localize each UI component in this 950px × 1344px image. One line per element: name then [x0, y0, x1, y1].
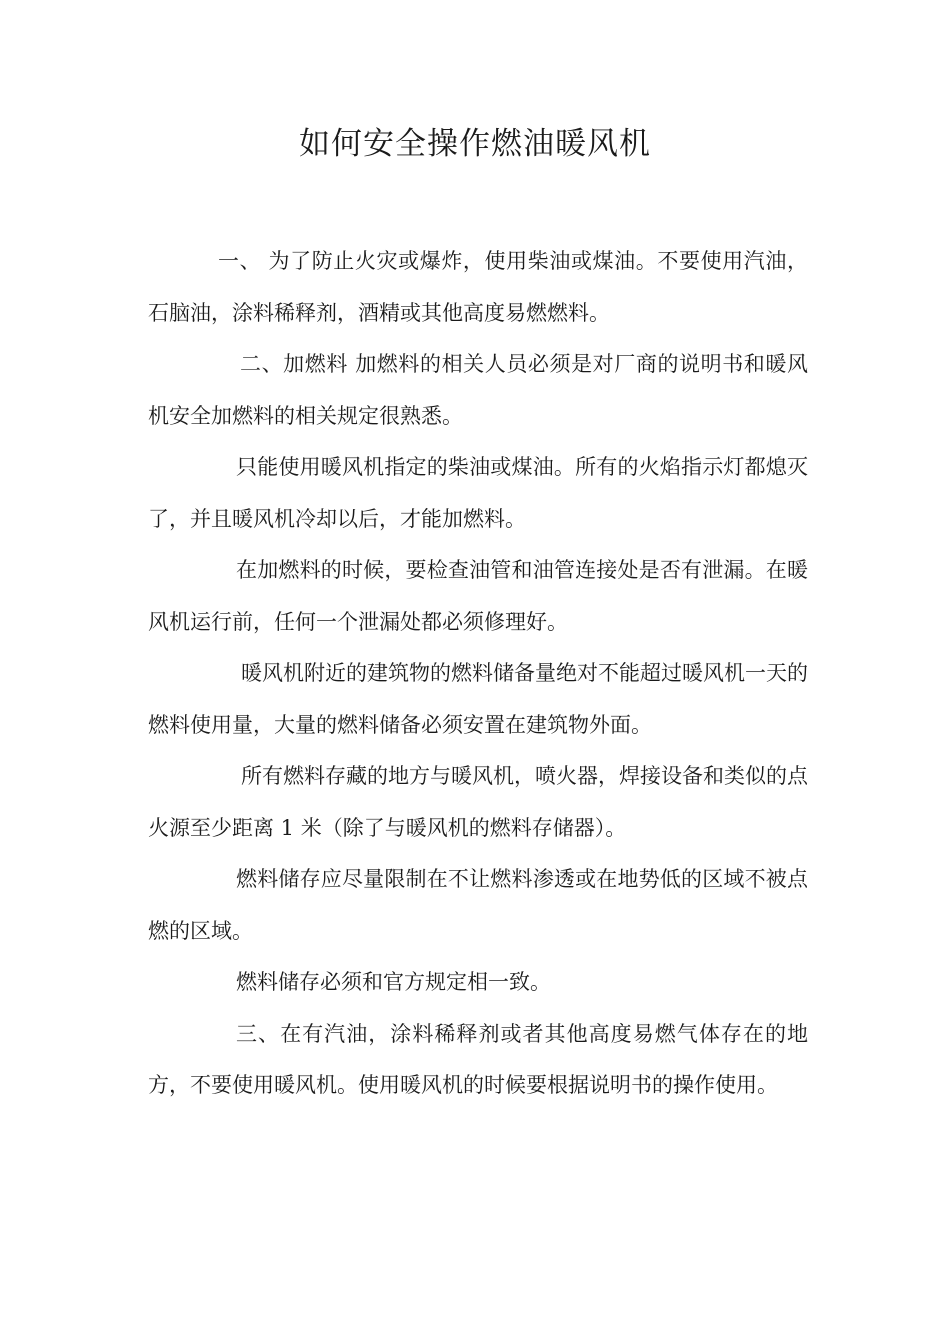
paragraph-official-rules: 燃料储存必须和官方规定相一致。: [236, 970, 551, 994]
document-body: [148, 236, 808, 1112]
paragraph-storage-area: 燃料储存应尽量限制在不让燃料渗透或在地势低的区域不被点燃的区域。: [148, 867, 808, 943]
paragraph-leak-check: 在加燃料的时候，要检查油管和油管连接处是否有泄漏。在暖风机运行前，任何一个泄漏处都必须修理好。: [148, 558, 808, 634]
paragraph-refueling-conditions: 只能使用暖风机指定的柴油或煤油。所有的火焰指示灯都熄灭了，并且暖风机冷却以后，才能加燃料。: [148, 455, 808, 531]
paragraph-storage-distance: 所有燃料存藏的地方与暖风机，喷火器，焊接设备和类似的点火源至少距离 1 米（除了与暖风机的燃料存储器）。: [148, 764, 808, 840]
paragraph-fuel-type: 一、 为了防止火灾或爆炸，使用柴油或煤油。不要使用汽油，石脑油，涂料稀释剂，酒精或其他高度易燃燃料。: [148, 249, 808, 325]
document-title: 如何安全操作燃油暖风机: [299, 126, 651, 162]
paragraph-fuel-storage-limit: 暖风机附近的建筑物的燃料储备量绝对不能超过暖风机一天的燃料使用量，大量的燃料储备必须安置在建筑物外面。: [148, 661, 808, 737]
paragraph-refueling-personnel: 二、加燃料 加燃料的相关人员必须是对厂商的说明书和暖风机安全加燃料的相关规定很熟悉。: [148, 352, 808, 428]
paragraph-flammable-environment: 三、在有汽油，涂料稀释剂或者其他高度易燃气体存在的地方，不要使用暖风机。使用暖风机的时候要根据说明书的操作使用。: [148, 1021, 808, 1097]
